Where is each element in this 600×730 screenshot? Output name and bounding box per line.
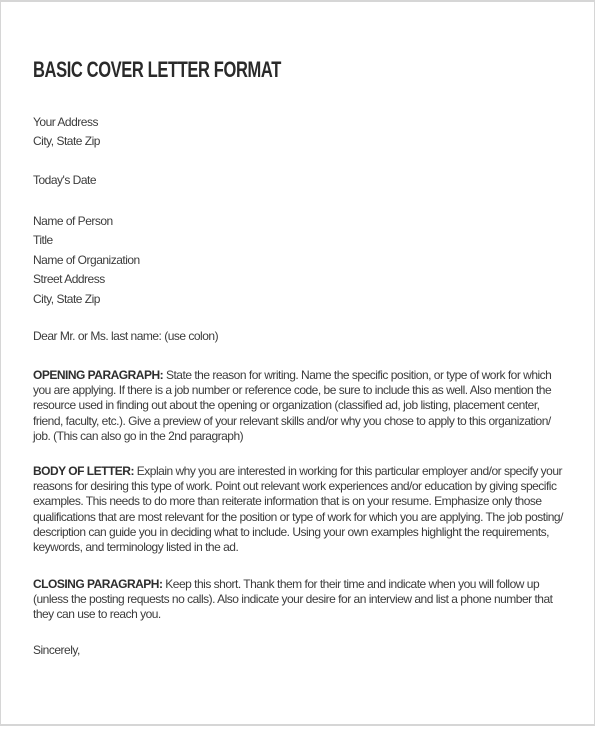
recipient-block [33,212,565,309]
body-paragraph [33,464,565,555]
signoff-line: Sincerely, [33,643,80,657]
recipient-name-line: Name of Person [33,214,113,228]
paragraph-line: job. (This can also go in the 2nd paragraph) [33,428,244,443]
recipient-title-line: Title [33,233,53,248]
paragraph-line: description can guide you in deciding what to include. Using your own examples highlight the requirements, [33,524,549,539]
paragraph-line: (unless the posting requests no calls). Also indicate your desire for an interview and list a phone number that [33,592,553,607]
sender-address-line: Your Address [33,115,98,129]
paragraph-line-text: State the reason for writing. Name the specific position, or type of work for which [165,368,552,382]
date-line: Today's Date [33,173,96,187]
paragraph-line: you are applying. If there is a job number or reference code, be sure to include this as well. Also mention the [33,383,552,398]
opening-paragraph-label: OPENING PARAGRAPH: [33,368,164,382]
page-title: BASIC COVER LETTER FORMAT [33,57,281,82]
paragraph-line [33,368,565,383]
closing-paragraph [33,577,565,623]
paragraph-line: qualifications that are most relevant for the position or type of work for which you are applying. The job posting/ [33,509,563,524]
opening-paragraph [33,368,565,444]
recipient-organization-line: Name of Organization [33,252,140,267]
closing-paragraph-label: CLOSING PARAGRAPH: [33,577,163,591]
body-paragraph-label: BODY OF LETTER: [33,464,134,478]
recipient-city-line: City, State Zip [33,291,100,306]
paragraph-line: resource used in finding out about the opening or organization (classified ad, job listing, placement center, [33,398,540,413]
paragraph-line [33,464,565,479]
paragraph-line-text: Keep this short. Thank them for their time and indicate when you will follow up [165,577,540,591]
salutation-line: Dear Mr. or Ms. last name: (use colon) [33,329,219,343]
sender-city-line: City, State Zip [33,134,100,149]
paragraph-line: keywords, and terminology listed in the ad. [33,540,239,555]
paragraph-line: reasons for desiring this type of work. Point out relevant work experiences and/or education by giving specific [33,479,557,494]
recipient-street-line: Street Address [33,272,105,287]
paragraph-line: examples. This needs to do more than reiterate information that is on your resume. Emphasize only those [33,494,542,509]
paragraph-line: they can use to reach you. [33,607,161,622]
paragraph-line: friend, faculty, etc.). Give a preview of your relevant skills and/or why you chose to apply to this organization/ [33,413,551,428]
paragraph-line-text: Explain why you are interested in working for this particular employer and/or specify your [136,464,563,478]
paragraph-line [33,577,565,592]
sender-address-block [33,113,565,152]
